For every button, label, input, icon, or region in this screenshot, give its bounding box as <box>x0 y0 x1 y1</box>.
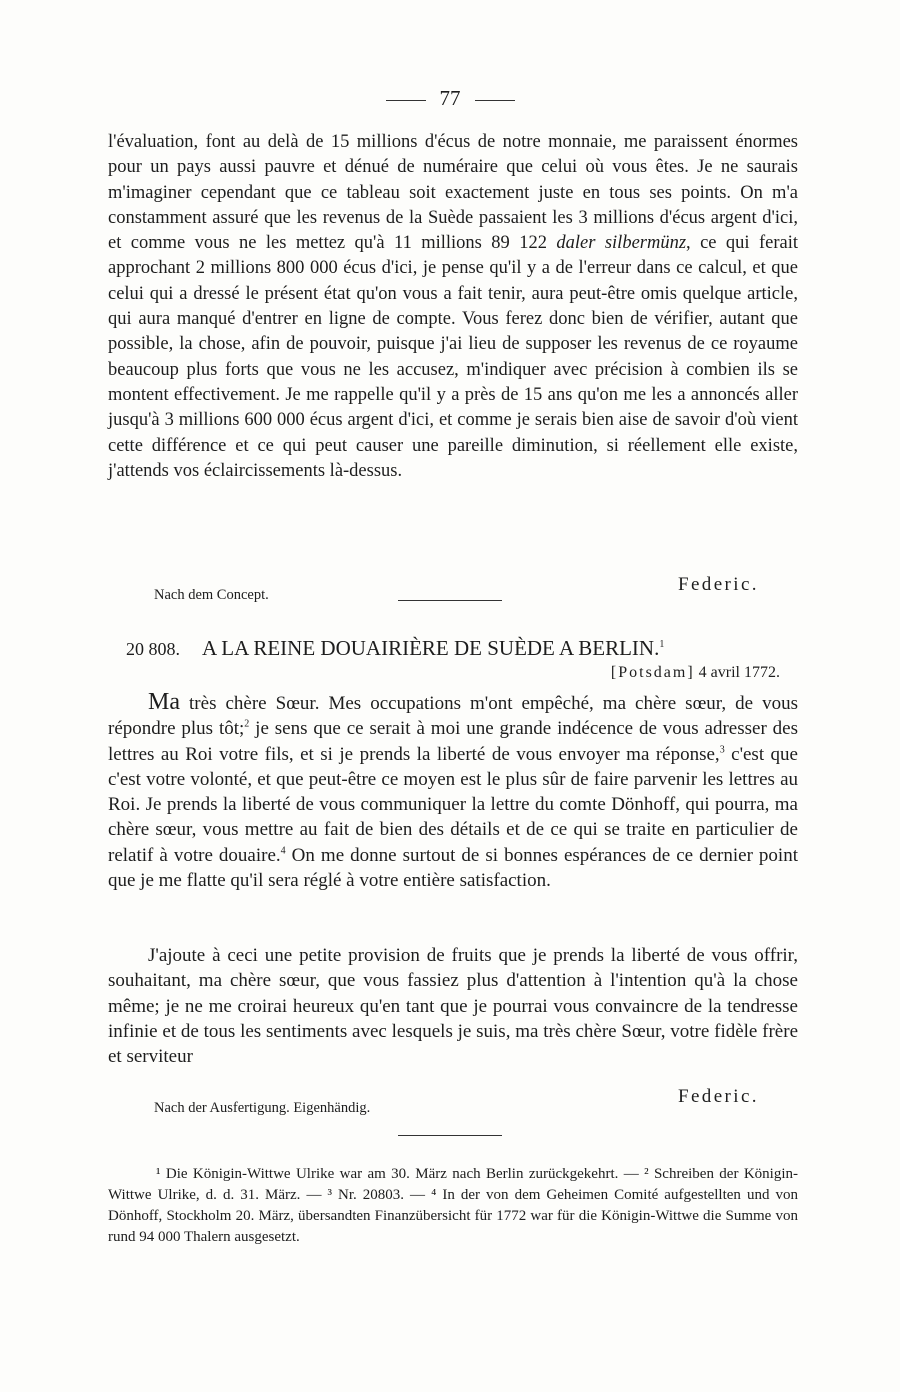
letter1-signature: Federic. <box>678 574 759 595</box>
page-number: 77 <box>439 86 461 110</box>
letter2-para1-d: On me donne surtout de si bonnes espérances de ce dernier point que je me flatte qu'il sera réglé à votre entière satisfaction. <box>108 844 798 892</box>
letter2-dateline <box>611 664 780 682</box>
letter2-source-note: Nach der Ausfertigung. Eigenhändig. <box>154 1100 371 1116</box>
footnote-divider <box>398 1135 502 1136</box>
letter2-signature: Federic. <box>678 1086 759 1107</box>
header-rule-left <box>386 100 426 101</box>
page-header <box>0 86 900 111</box>
letter2-paragraph-2 <box>108 943 798 1069</box>
letter1-text: l'évaluation, font au delà de 15 millions d'écus de notre monnaie, me paraissent énormes pour un pays aussi pauvre et dénué de numéraire que celui où vous êtes. Je ne saurais m'imaginer cependant que ce tableau soit exactement juste en tous ses points. On m'a constamment assuré que les revenus de la Suède passaient les 3 millions d'écus argent d'ici, et comme vous ne les mettez qu'à 11 millions 89 122 <box>108 132 798 254</box>
letter2-place: [Potsdam] <box>610 664 695 681</box>
letter2-para1-a: très chère Sœur. Mes occupations m'ont empêché, ma chère sœur, de vous répondre plus tôt; <box>108 693 798 740</box>
letter2-initial: Ma <box>148 689 180 715</box>
footnotes <box>108 1164 798 1248</box>
section-divider <box>398 600 502 601</box>
letter2-date: 4 avril 1772. <box>698 664 780 681</box>
header-rule-right <box>475 100 515 101</box>
letter2-heading <box>126 636 826 661</box>
footnotes-text: ¹ Die Königin-Wittwe Ulrike war am 30. März nach Berlin zurückgekehrt. — ² Schreiben der Königin-Wittwe Ulrike, d. d. 31. März. — ³ Nr. 20803. — ⁴ In der von dem Geheimen Comité aufgestellten und von Dönhoff, Stockholm 20. März, übersandten Finanzübersicht für 1772 war für die Königin-Wittwe die Summe von rund 94 000 Thalern ausgesetzt. <box>108 1166 798 1245</box>
letter1-source-note: Nach dem Concept. <box>154 587 269 603</box>
letter1-body <box>108 130 798 484</box>
letter2-title: A LA REINE DOUAIRIÈRE DE SUÈDE A BERLIN. <box>202 636 660 660</box>
footnote-ref-3: 3 <box>719 744 725 756</box>
footnote-ref-1: 1 <box>659 639 665 650</box>
letter1-italic-term: daler silbermünz <box>556 233 687 254</box>
letter2-paragraph-1 <box>108 690 798 893</box>
letter2-number: 20 808. <box>126 639 180 659</box>
letter2-para1-b: je sens que ce serait à moi une grande indécence de vous adresser des lettres au Roi votre fils, et si je prends la liberté de vous envoyer ma réponse, <box>108 718 798 765</box>
letter1-text-after: , ce qui ferait approchant 2 millions 800 000 écus d'ici, je pense qu'il y a de l'erreur dans ce calcul, et que celui qui a dressé le présent état qu'on vous a fait tenir, aura peut-être omis quelque article, qui aura manqué d'entrer en ligne de compte. Vous ferez donc bien de vérifier, autant que possible, la chose, afin de pouvoir, puisque j'ai lieu de supposer les revenus de ce royaume beaucoup plus forts que vous ne les accusez, m'indiquer avec précision à combien ils se montent effectivement. Je me rappelle qu'il y a près de 15 ans qu'on me les a annoncés aller jusqu'à 3 millions 600 000 écus argent d'ici, et comme je serais bien aise de savoir d'où vient cette différence et ce qui peut causer une pareille diminution, si réellement elle existe, j'attends vos éclaircissements là-dessus. <box>108 233 798 481</box>
letter2-para2: J'ajoute à ceci une petite provision de fruits que je prends la liberté de vous offrir, souhaitant, ma chère sœur, que vous fassiez plus d'attention à l'intention qu'à la chose même; je ne me croirai heureux qu'en tant que je pourrai vous convaincre de la tendresse infinie et de tous les sentiments avec lesquels je suis, ma très chère Sœur, votre fidèle frère et serviteur <box>108 945 798 1068</box>
footnote-ref-4: 4 <box>280 845 286 857</box>
letter2-para1-c: c'est que c'est votre volonté, et que peut-être ce moyen est le plus sûr de faire parvenir les lettres au Roi. Je prends la liberté de vous communiquer la lettre du comte Dönhoff, qui pourra, ma chère sœur, vous mettre au fait de bien des détails et de ce qui se traite en particulier de relatif à votre douaire. <box>108 743 798 866</box>
footnote-ref-2: 2 <box>244 718 250 730</box>
